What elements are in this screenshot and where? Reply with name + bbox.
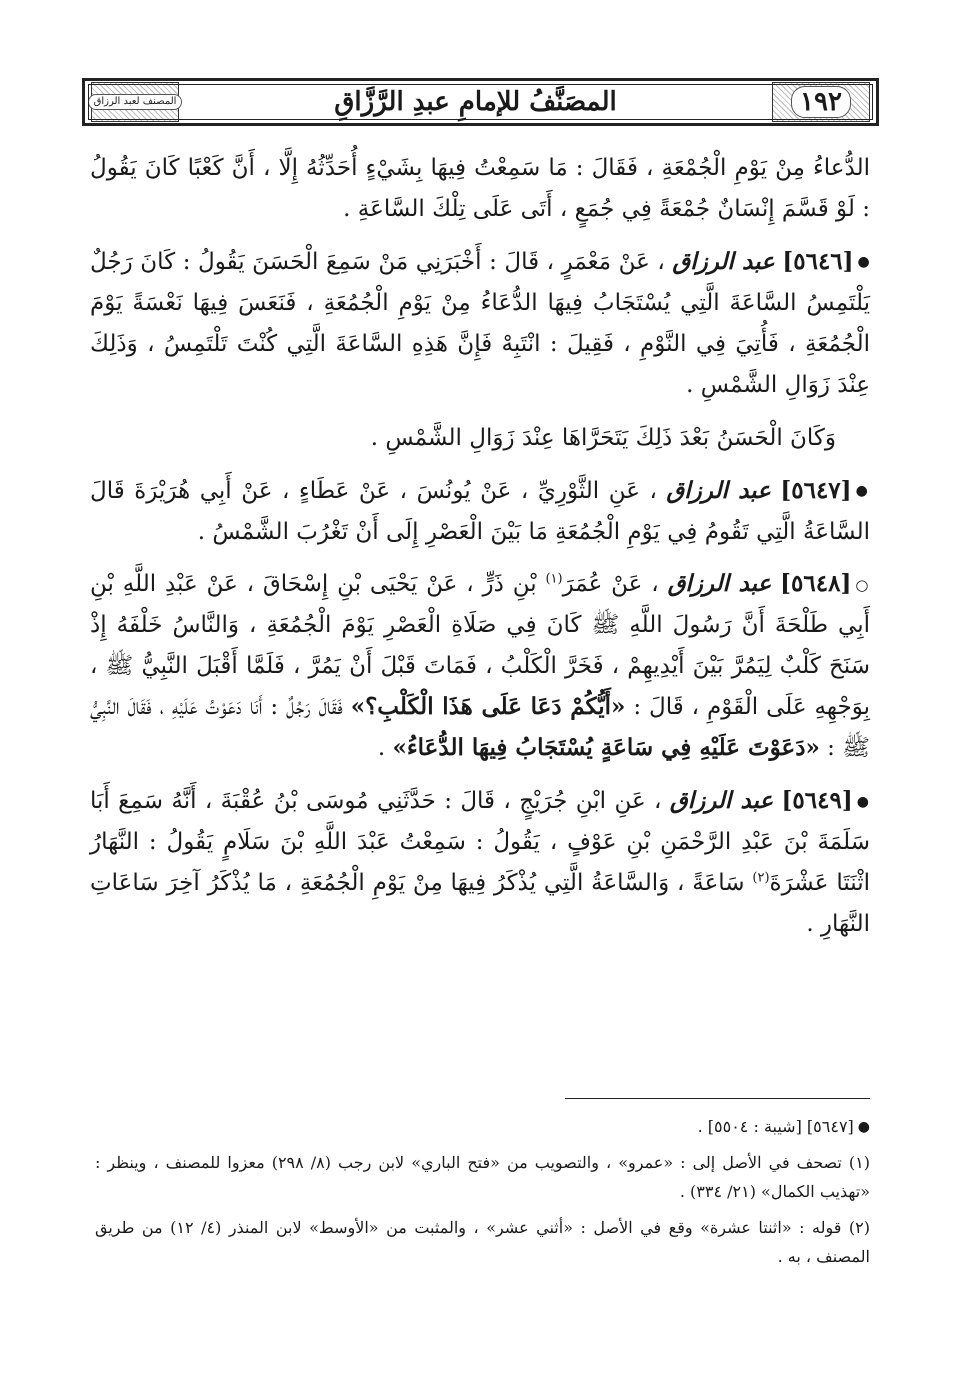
page-header (82, 78, 879, 126)
footnote-divider (565, 1098, 870, 1099)
bullet-icon: ● (857, 1118, 870, 1135)
hadith-5648 (90, 564, 870, 769)
hadith-5646-tail: وَكَانَ الْحَسَنُ بَعْدَ ذَلِكَ يَتَحَرَّاهَا عِنْدَ زَوَالِ الشَّمْسِ . (370, 424, 836, 451)
page-number: ١٩٢ (791, 86, 851, 118)
hadith-number: [٥٦٤٦] (782, 247, 854, 275)
narrator-name: عبد الرزاق (672, 247, 775, 275)
footnote-1: (١) تصحف في الأصل إلى : «عمرو» ، والتصويب من «فتح الباري» لابن رجب (٨/ ٢٩٨) معزوا للمصنف ، وينظر : «تهذيب الكمال» (٢١/ ٣٣٤) . (95, 1152, 870, 1202)
book-title: المصَنَّفُ للإمامِ عبدِ الرَّزَّاقِ (334, 87, 617, 117)
prophetic-quote: «دَعَوْتَ عَلَيْهِ فِي سَاعَةٍ يُسْتَجَابُ فِيهَا الدُّعَاءُ» (392, 734, 820, 762)
bullet-icon: ● (855, 483, 870, 500)
hadith-text: سَاعَةً ، وَالسَّاعَةُ الَّتِي يُذْكَرُ فِيهَا مِنْ يَوْمِ الْجُمُعَةِ ، مَا يُذْكَرُ آخِرَ سَاعَاتِ النَّهَارِ . (90, 870, 870, 937)
narrator-name: عبد الرزاق (669, 787, 774, 815)
footnote-marker: (٢) (752, 870, 770, 886)
hadith-text: ، عَنْ مَعْمَرٍ ، قَالَ : أَخْبَرَنِي مَنْ سَمِعَ الْحَسَنَ يَقُولُ : كَانَ رَجُلٌ يَلْتَمِسُ السَّاعَةَ الَّتِي يُسْتَجَابُ فِيهَا الدُّعَاءُ مِنْ يَوْمِ الْجُمُعَةِ ، فَنَعَسَ فِيهَا نَعْسَةً يَوْمَ الْجُمُعَةِ ، فَأُتِيَ فِي النَّوْمِ ، فَقِيلَ : انْتَبِهْ فَإِنَّ هَذِهِ السَّاعَةَ الَّتِي كُنْتَ تَلْتَمِسُ ، وَذَلِكَ عِنْدَ زَوَالِ الشَّمْسِ . (90, 248, 870, 398)
footnote-marker: (١) (545, 571, 563, 587)
hadith-number: [٥٦٤٧] (780, 476, 852, 504)
page-number-box (772, 82, 870, 122)
hadith-text: بْنِ ذَرٍّ ، عَنْ يَحْيَى بْنِ إِسْحَاقَ ، عَنْ عَبْدِ اللَّهِ بْنِ أَبِي طَلْحَةَ أَنَّ رَسُولَ اللَّهِ ﷺ كَانَ فِي صَلَاةِ الْعَصْرِ يَوْمَ الْجُمُعَةِ ، وَالنَّاسُ خَلْفَهُ إِذْ سَنَحَ كَلْبٌ لِيَمُرَّ بَيْنَ أَيْدِيهِمْ ، فَخَرَّ الْكَلْبُ ، فَمَاتَ قَبْلَ أَنْ يَمُرَّ ، فَلَمَّا أَقْبَلَ النَّبِيُّ ﷺ ، بِوَجْهِهِ عَلَى الْقَوْمِ ، قَالَ : (90, 571, 870, 721)
hadith-5649 (90, 781, 870, 945)
narrator-name: عبد الرزاق (666, 476, 771, 504)
hadith-5647 (90, 471, 870, 553)
hadith-number: [٥٦٤٩] (781, 787, 853, 815)
hadith-text: ، عَنِ الثَّوْرِيِّ ، عَنْ يُونُسَ ، عَنْ عَطَاءٍ ، عَنْ أَبِي هُرَيْرَةَ قَالَ السَّاعَةُ الَّتِي تَقُومُ فِي يَوْمِ الْجُمُعَةِ مَا بَيْنَ الْعَصْرِ إِلَى أَنْ تَغْرُبَ الشَّمْسُ . (90, 477, 870, 545)
book-emblem-text: المصنف لعبد الرزاق (88, 94, 183, 110)
main-text (90, 140, 870, 957)
prophetic-quote: «أَيُّكُمْ دَعَا عَلَى هَذَا الْكَلْبِ؟» (350, 693, 626, 721)
hadith-number: [٥٦٤٨] (780, 570, 852, 598)
hadith-text: . (377, 735, 386, 762)
hadith-text: فَقَالَ رَجُلٌ : أَنَا دَعَوْتُ عَلَيْهِ ، فَقَالَ النَّبِيُّ ﷺ : (90, 694, 870, 762)
hadith-text: ، عَنْ عُمَرَ (562, 571, 659, 598)
paragraph-continuation: الدُّعاءُ مِنْ يَوْمِ الْجُمْعَةِ ، فَقَالَ : مَا سَمِعْتُ فِيهَا بِشَيْءٍ أُحَدِّثُهُ إِلَّا ، أَنَّ كَعْبًا كَانَ يَقُولُ : لَوْ قَسَّمَ إِنْسَانٌ جُمْعَةً فِي جُمَعٍ ، أَتَى عَلَى تِلْكَ السَّاعَةِ . (90, 155, 871, 222)
footnote-source (95, 1112, 870, 1142)
hadith-5646 (90, 242, 870, 406)
footnotes (95, 1112, 870, 1278)
hadith-text: ، عَنِ ابْنِ جُرَيْجٍ ، قَالَ : حَدَّثَنِي مُوسَى بْنُ عُقْبَةَ ، أَنَّهُ سَمِعَ أَبَا سَلَمَةَ بْنَ عَبْدِ الرَّحْمَنِ بْنِ عَوْفٍ ، يَقُولُ : سَمِعْتُ عَبْدَ اللَّهِ بْنَ سَلَامٍ يَقُولُ : النَّهَارُ اثْنَتَا عَشْرَةَ (90, 788, 871, 896)
narrator-name: عبد الرزاق (667, 570, 772, 598)
bullet-icon: ● (856, 793, 871, 810)
book-emblem (91, 82, 179, 122)
bullet-icon: ● (857, 254, 871, 271)
footnote-2: (٢) قوله : «اثنتا عشرة» وقع في الأصل : «أثني عشر» ، والمثبت من «الأوسط» لابن المنذر (٤/ ١٢) من طريق المصنف ، به . (95, 1217, 870, 1267)
footnote-source-text: [٥٦٤٧] [شيبة : ٥٥٠٤] . (697, 1117, 854, 1136)
hollow-circle-icon: ○ (855, 576, 870, 595)
